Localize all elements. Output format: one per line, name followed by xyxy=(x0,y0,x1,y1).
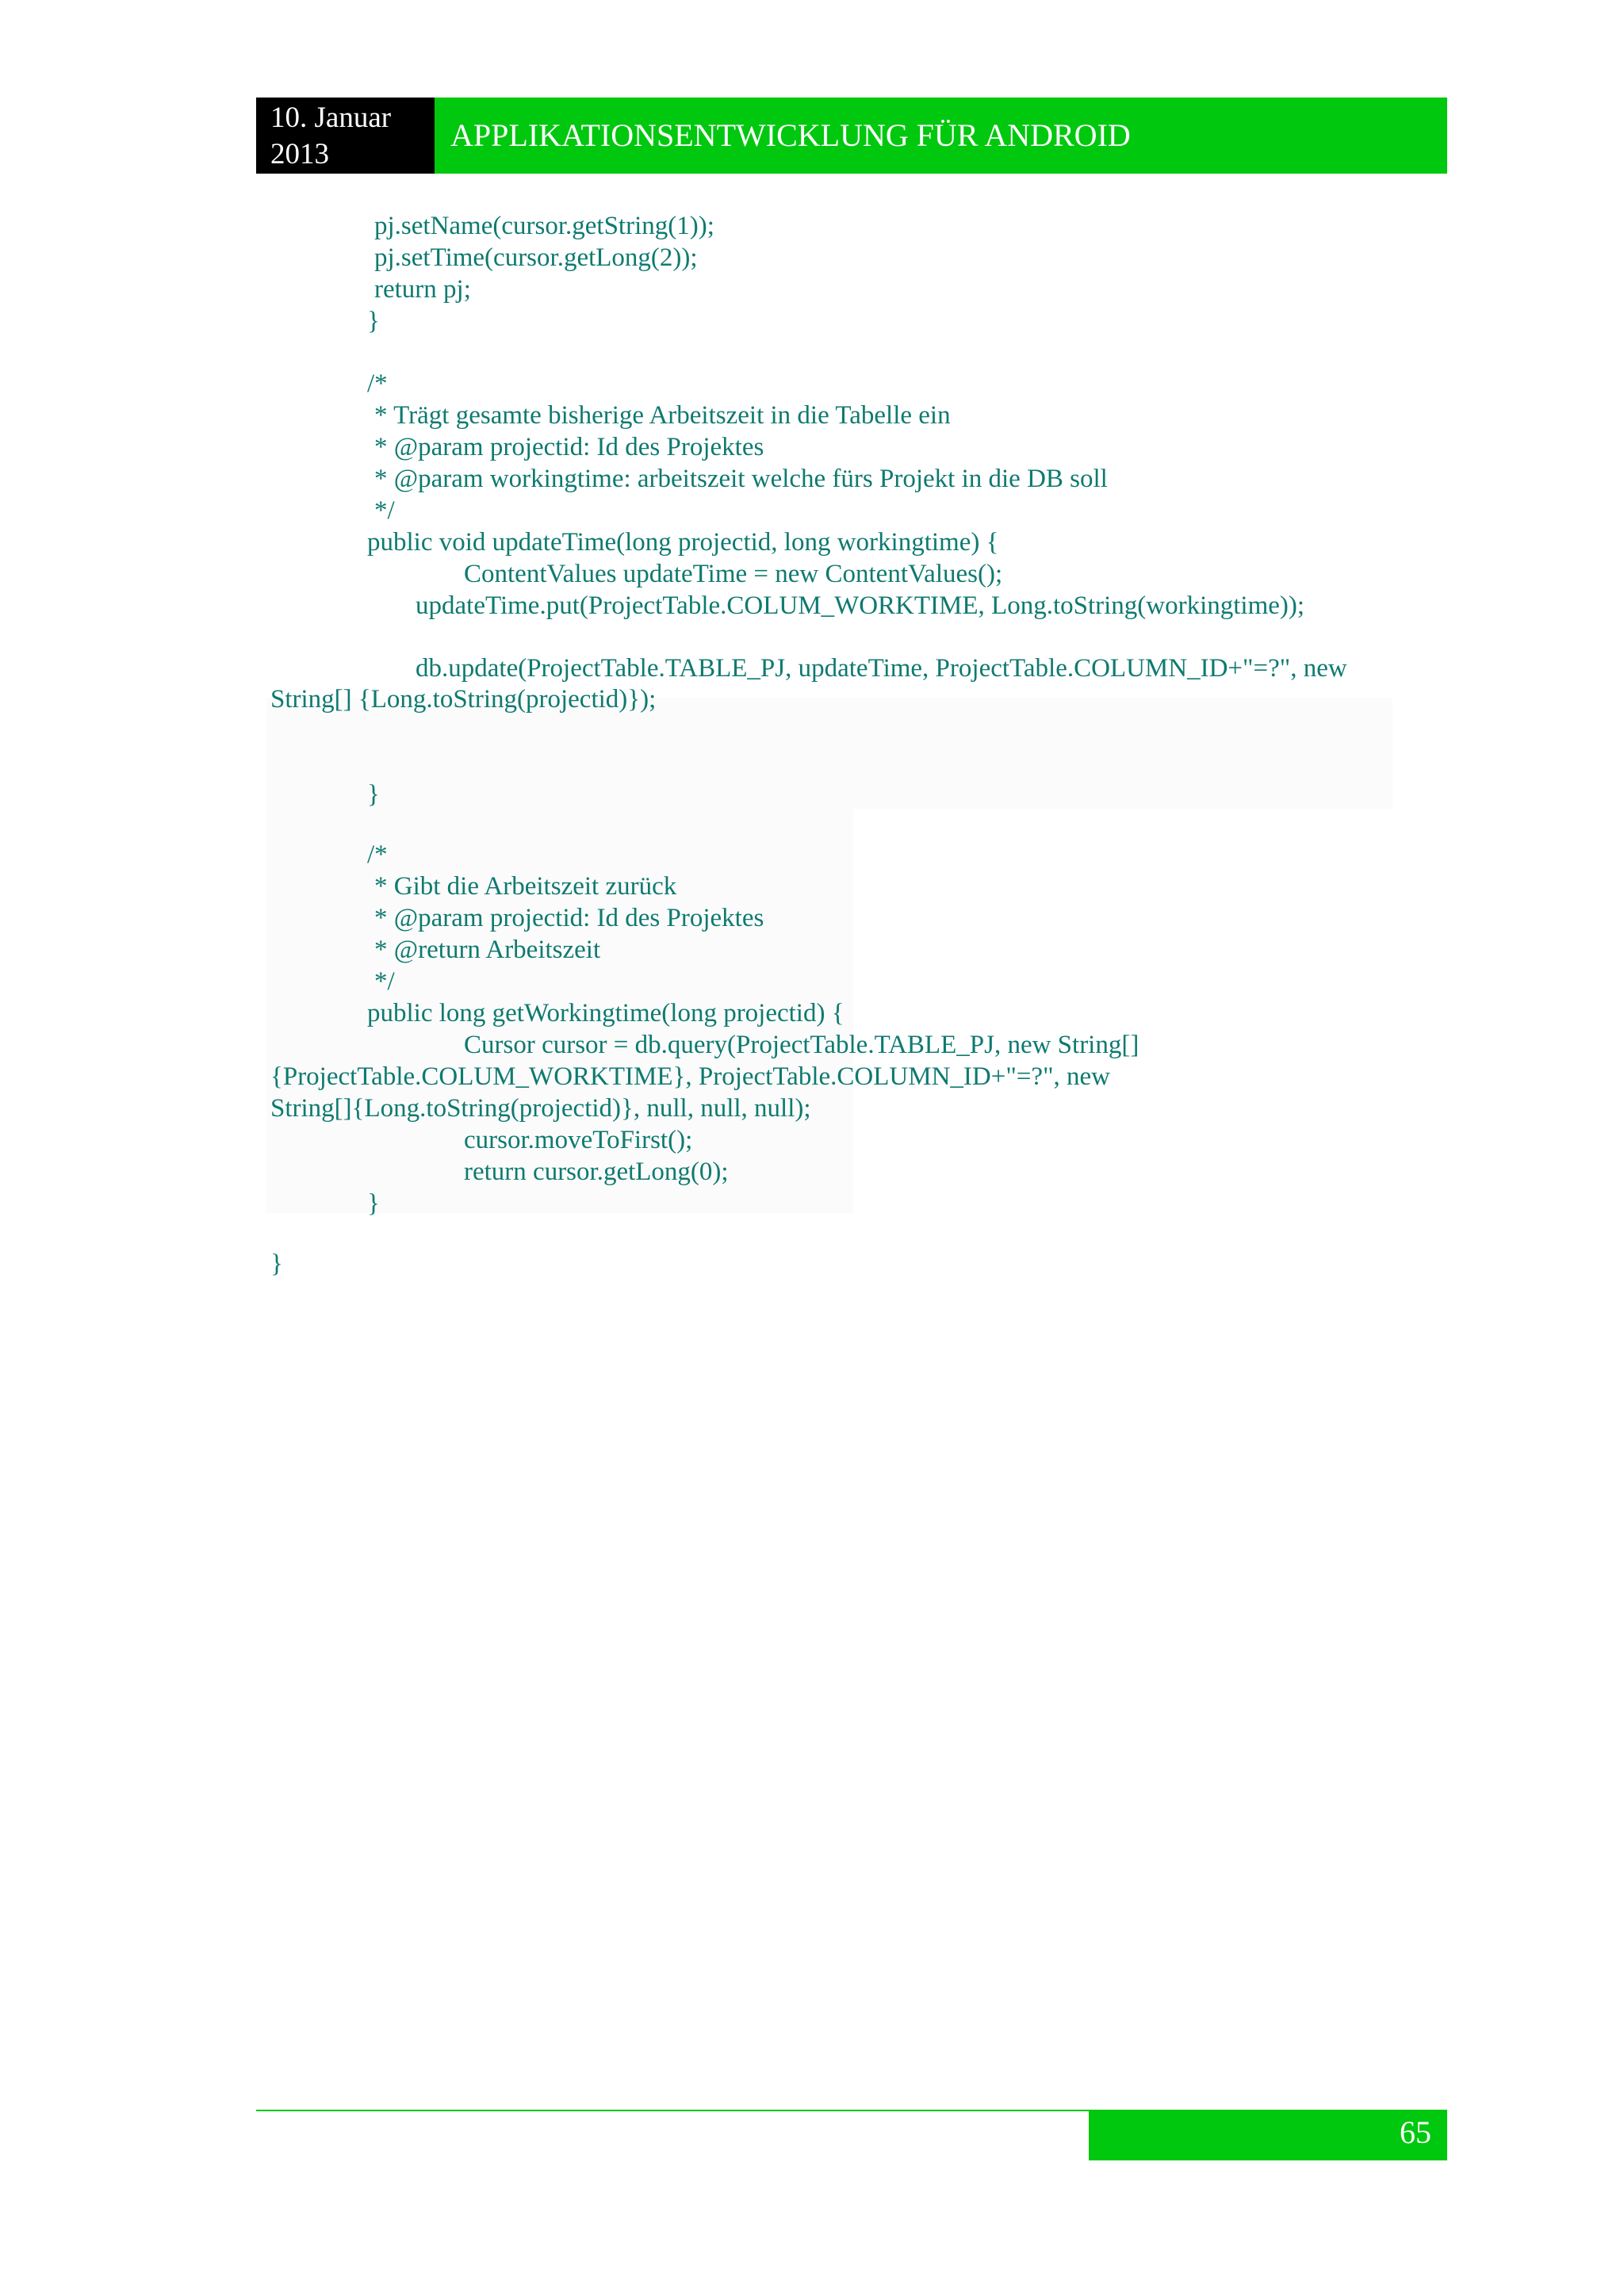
code-line: */ xyxy=(374,496,395,525)
code-line: public void updateTime(long projectid, long workingtime) { xyxy=(367,528,999,557)
code-line: * Trägt gesamte bisherige Arbeitszeit in die Tabelle ein xyxy=(374,401,951,430)
code-line: db.update(ProjectTable.TABLE_PJ, updateTime, ProjectTable.COLUMN_ID+"=?", new xyxy=(416,654,1347,683)
code-line: * @param workingtime: arbeitszeit welche fürs Projekt in die DB soll xyxy=(374,465,1108,493)
code-line: /* xyxy=(367,840,388,869)
code-line: String[] {Long.toString(projectid)}); xyxy=(270,685,657,714)
code-line: public long getWorkingtime(long projectid) { xyxy=(367,999,845,1027)
code-line: pj.setName(cursor.getString(1)); xyxy=(374,212,714,240)
code-line: updateTime.put(ProjectTable.COLUM_WORKTIME, Long.toString(workingtime)); xyxy=(416,591,1305,620)
code-line: {ProjectTable.COLUM_WORKTIME}, ProjectTable.COLUMN_ID+"=?", new xyxy=(270,1062,1111,1091)
code-line: } xyxy=(367,1189,380,1218)
code-line: String[]{Long.toString(projectid)}, null, null, null); xyxy=(270,1094,811,1123)
code-line: * @param projectid: Id des Projektes xyxy=(374,433,764,461)
header-date xyxy=(256,98,435,174)
code-line: * @return Arbeitszeit xyxy=(374,936,601,964)
code-line: return cursor.getLong(0); xyxy=(464,1158,729,1186)
code-line: pj.setTime(cursor.getLong(2)); xyxy=(374,243,698,272)
header-date-line2: 2013 xyxy=(270,138,329,170)
code-line: } xyxy=(367,307,380,335)
code-line: /* xyxy=(367,369,388,398)
code-line: ContentValues updateTime = new ContentValues(); xyxy=(464,560,1003,588)
header-date-line1: 10. Januar xyxy=(270,101,392,134)
page-number: 65 xyxy=(1089,2110,1447,2160)
code-line: Cursor cursor = db.query(ProjectTable.TABLE_PJ, new String[] xyxy=(464,1031,1139,1059)
code-line: cursor.moveToFirst(); xyxy=(464,1126,693,1154)
code-line: * Gibt die Arbeitszeit zurück xyxy=(374,872,677,901)
page-header xyxy=(256,98,1447,174)
code-line: */ xyxy=(374,967,395,996)
code-line: return pj; xyxy=(374,275,471,304)
header-title: APPLIKATIONSENTWICKLUNG FÜR ANDROID xyxy=(435,98,1447,174)
code-line: } xyxy=(270,1249,283,1278)
code-line: * @param projectid: Id des Projektes xyxy=(374,904,764,932)
code-line: } xyxy=(367,780,380,809)
